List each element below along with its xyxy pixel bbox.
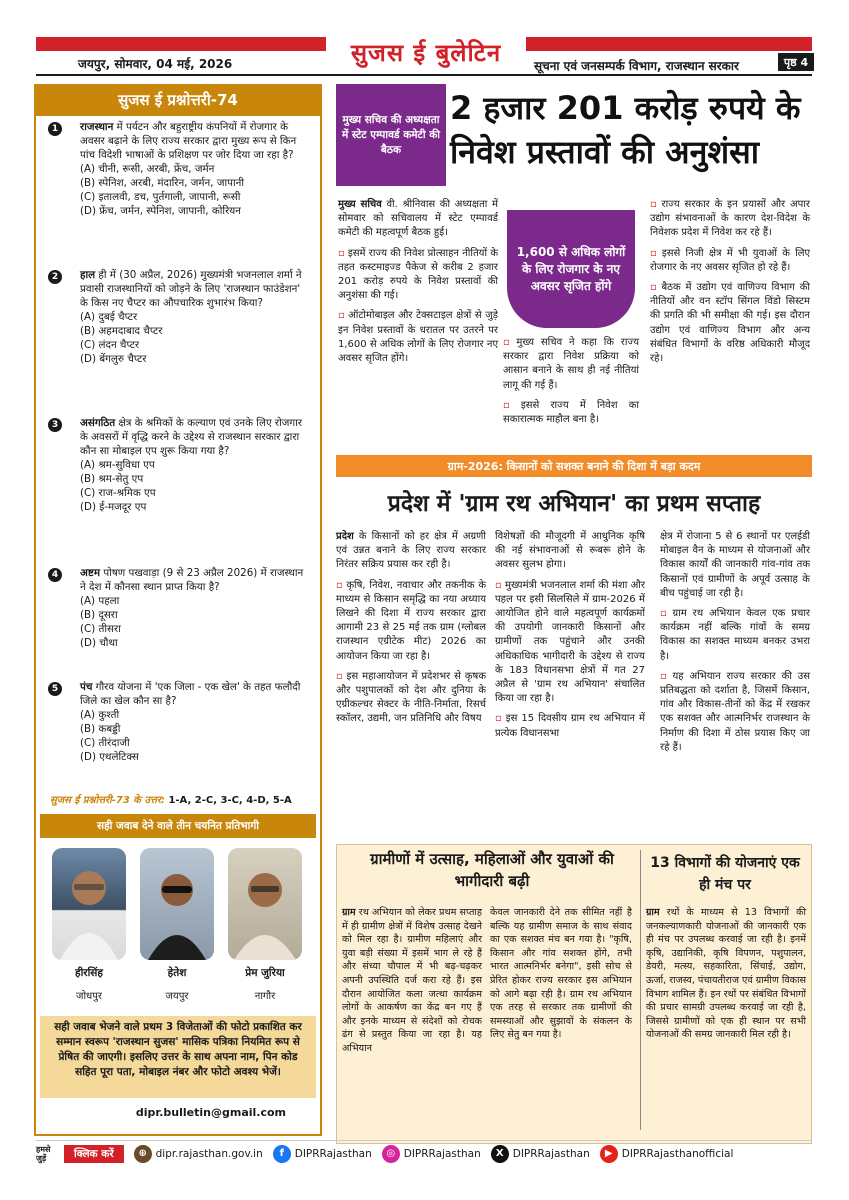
question-option: (C) इतालवी, डच, पुर्तगाली, जापानी, रूसी [80,191,241,203]
x-icon: X [491,1145,509,1163]
page-number: पृष्ठ 4 [778,53,814,71]
prize-note: सही जवाब भेजने वाले प्रथम 3 विजेताओं की फोटो प्रकाशित कर सम्मान स्वरूप 'राजस्थान सुजस' मासिक पत्रिका नियमित रूप से प्रेषित की जाएगी। इसलिए उत्तर के साथ अपना नाम, पिन कोड सहित पूरा पता, मोबाइल नंबर और फोटो अवश्य भेजें। [40,1016,316,1098]
story1-callout: 1,600 से अधिक लोगों के लिए रोजगार के नए अवसर सृजित होंगे [507,210,635,328]
header-rule [36,74,812,76]
question-option: (A) श्रम-सुविधा एप [80,459,155,471]
footer-join: हमसे जुड़ें [36,1144,51,1163]
question-option: (B) अहमदाबाद चैप्टर [80,325,163,337]
footer-link-web[interactable]: ⊕ dipr.rajasthan.gov.in [134,1145,263,1163]
question-option: (C) तीसरा [80,623,121,635]
story1-headline: 2 हजार 201 करोड़ रुपये के निवेश प्रस्तावों की अनुशंसा [450,89,801,171]
winner-photo-1 [52,848,126,960]
question-option: (C) राज-श्रमिक एप [80,487,156,499]
question-text: असंगठित क्षेत्र के श्रमिकों के कल्याण एवं उनके लिए रोजगार के अवसरों में वृद्धि करने के उद्देश्य से राजस्थान सरकार द्वारा कौन सा मोबाइल एप शुरू किया गया है? (A) श्रम-सुविधा एप (B) श्रम-सेतु एप (C) राज-श्रमिक एप (D) ई-मजदूर एप [80,416,308,514]
question-option: (A) कुश्ती [80,709,120,721]
question-text: हाल ही में (30 अप्रैल, 2026) मुख्यमंत्री भजनलाल शर्मा ने प्रवासी राजस्थानियों को जोड़ने के लिए 'राजस्थान फाउंडेशन' के किस नए चैप्टर का औपचारिक शुभारंभ किया? (A) दुबई चैप्टर (B) अहमदाबाद चैप्टर (C) लंदन चैप्टर (D) बेंगलुरु चैप्टर [80,268,308,366]
story1-col2: ▫ मुख्य सचिव ने कहा कि राज्य सरकार द्वारा निवेश प्रक्रिया को आसान बनाने के साथ ही नई नीतियां लागू की गई हैं। ▫ इससे राज्य में निवेश का सकारात्मक माहौल बना है। [503,337,639,426]
winner-city-2: जयपुर [165,991,189,1002]
question-option: (B) दूसरा [80,609,118,621]
winner-name-3: प्रेम जुरिया [245,967,285,979]
story3-divider [640,850,641,1130]
story3a-col1: ग्राम रथ अभियान को लेकर प्रथम सप्ताह में ही ग्रामीण क्षेत्रों में विशेष उत्साह देखने को मिल रहा है। ग्रामीण महिलाएं और युवा बड़ी संख्या में इसमें भाग ले रहे हैं और संध्या चौपाल में भी बढ़-चढ़कर अपनी उपस्थिति दर्ज करा रहे हैं। इस दौरान आयोजित कला जत्था कार्यक्रम लोगों के आकर्षण का केंद्र बन गए हैं और इनके माध्यम से संदेशों को रोचक ढंग से प्रस्तुत किया जा रहा है। यह अभियान [342,907,482,1054]
footer-click[interactable]: क्लिक करें [64,1145,124,1163]
story3a-col2: केवल जानकारी देने तक सीमित नहीं है बल्कि यह ग्रामीण समाज के साथ संवाद का एक सशक्त मंच बन गया है। "कृषि, किसान और गांव सशक्त होंगे, तभी भारत आत्मनिर्भर बनेगा", इसी सोच से प्रेरित होकर राज्य सरकार इस अभियान को आगे बढ़ा रही है। ग्राम रथ अभियान एक तरह से सरकार तक ग्रामीणों की समस्याओं और सुझावों के संकलन के लिए सेतु बन गया है। [490,907,632,1041]
story3b-col: ग्राम रथों के माध्यम से 13 विभागों की जनकल्याणकारी योजनाओं की जानकारी एक ही मंच पर उपलब्ध करवाई जा रही है। इनमें कृषि, उद्यानिकी, कृषि विपणन, पशुपालन, डेयरी, मत्स्य, सहकारिता, सिंचाई, उद्योग, ऊर्जा, राजस्व, पंचायतीराज एवं ग्रामीण विकास विभाग शामिल हैं। इन रथों पर संबंधित विभागों की प्रचार सामग्री उपलब्ध करवाई जा रही है, जिससे ग्रामीणों को एक ही स्थान पर सभी योजनाओं की समग्र जानकारी मिल रही है। [646,907,806,1041]
facebook-icon: f [273,1145,291,1163]
story1-col1: मुख्य सचिव वी. श्रीनिवास की अध्यक्षता में सोमवार को सचिवालय में स्टेट एम्पावर्ड कमेटी की महत्वपूर्ण बैठक हुई। ▫ इसमें राज्य की निवेश प्रोत्साहन नीतियों के तहत कस्टमाइज्ड पैकेज से करीब 2 हजार 201 करोड़ रुपये के निवेश प्रस्तावों की अनुशंसा की गई। ▫ ऑटोमोबाइल और टेक्सटाइल क्षेत्रों से जुड़े इन निवेश प्रस्तावों के धरातल पर उतरने पर 1,600 से अधिक लोगों के लिए रोजगार नए अवसर सृजित होंगे। [338,199,499,365]
winners-title: सही जवाब देने वाले तीन चयनित प्रतिभागी [40,814,316,838]
question-number: 1 [48,122,62,136]
question-number: 5 [48,682,62,696]
winner-name-1: हीरसिंह [75,967,103,979]
footer-link-youtube[interactable]: ▶ DIPRRajasthanofficial [600,1145,734,1163]
question-option: (D) ई-मजदूर एप [80,501,147,513]
question-option: (A) चीनी, रूसी, अरबी, फ्रेंच, जर्मन [80,163,215,175]
quiz-title: सुजस ई प्रश्नोत्तरी-74 [34,84,322,116]
story3a-headline: ग्रामीणों में उत्साह, महिलाओं और युवाओं की भागीदारी बढ़ी [370,850,614,890]
story2-kicker: ग्राम-2026: किसानों को सशक्त बनाने की दिशा में बड़ा कदम [336,455,812,477]
question-number: 2 [48,270,62,284]
question-option: (A) दुबई चैप्टर [80,311,138,323]
question-option: (D) एथलेटिक्स [80,751,139,763]
winner-photo-3 [228,848,302,960]
question-option: (C) तीरंदाजी [80,737,130,749]
question-number: 4 [48,568,62,582]
previous-answers: सुजस ई प्रश्नोत्तरी-73 के उत्तर: 1-A, 2-C, 3-C, 4-D, 5-A [50,795,292,806]
story3b-headline: 13 विभागों की योजनाएं एक ही मंच पर [650,855,800,893]
footer-link-x[interactable]: X DIPRRajasthan [491,1145,590,1163]
question-option: (D) फ्रेंच, जर्मन, स्पेनिश, जापानी, कोरियन [80,205,241,217]
answers-value: 1-A, 2-C, 3-C, 4-D, 5-A [168,795,292,806]
web-icon: ⊕ [134,1145,152,1163]
issue-date: जयपुर, सोमवार, 04 मई, 2026 [78,57,233,71]
story2-col3: क्षेत्र में रोजाना 5 से 6 स्थानों पर एलईडी मोबाइल वैन के माध्यम से योजनाओं और विकास कार्यों की जानकारी गांव-गांव तक किसानों एवं ग्रामीणों के अपूर्व उत्साह के बीच पहुंचाई जा रही है। ▫ ग्राम रथ अभियान केवल एक प्रचार कार्यक्रम नहीं बल्कि गांवों के समग्र विकास का सशक्त माध्यम बनकर उभरा है। ▫ यह अभियान राज्य सरकार की उस प्रतिबद्धता को दर्शाता है, जिसमें किसान, गांव और विकास-तीनों को केंद्र में रखकर एक सशक्त और आत्मनिर्भर राजस्थान के निर्माण की दिशा में ठोस प्रयास किए जा रहे हैं। [660,531,811,753]
question-option: (B) कबड्डी [80,723,121,735]
question-text: पंच गौरव योजना में 'एक जिला - एक खेल' के तहत फलौदी जिले का खेल कौन सा है? (A) कुश्ती (B) कबड्डी (C) तीरंदाजी (D) एथलेटिक्स [80,680,308,764]
question-option: (A) पहला [80,595,120,607]
footer-link-facebook[interactable]: f DIPRRajasthan [273,1145,372,1163]
question-number: 3 [48,418,62,432]
story2-col2: विशेषज्ञों की मौजूदगी में आधुनिक कृषि की नई संभावनाओं से रूबरू होने के अवसर सुलभ होगा। ▫ मुख्यमंत्री भजनलाल शर्मा की मंशा और पहल पर इसी सिलसिले में ग्राम-2026 में आयोजित होने वाले महत्वपूर्ण कार्यक्रमों की उपयोगी जानकारी किसानों और ग्रामीणों तक पहुंचाने और उनकी अधिकाधिक भागीदारी के उद्देश्य से राज्य के 183 विधानसभा क्षेत्रों में गत 27 अप्रैल से 'ग्राम रथ अभियान' संचालित किया जा रहा है। ▫ इस 15 दिवसीय ग्राम रथ अभियान में प्रत्येक विधानसभा [495,531,646,739]
contact-email[interactable]: dipr.bulletin@gmail.com [135,1106,286,1119]
question-option: (D) चौथा [80,637,118,649]
story1-tag: मुख्य सचिव की अध्यक्षता में स्टेट एम्पावर्ड कमेटी की बैठक [336,84,446,186]
story2-headline: प्रदेश में 'ग्राम रथ अभियान' का प्रथम सप्ताह [387,491,761,517]
question-option: (C) लंदन चैप्टर [80,339,140,351]
winner-city-1: जोधपुर [76,991,102,1002]
story2-col1: प्रदेश के किसानों को हर क्षेत्र में अग्रणी एवं उन्नत बनाने के लिए राज्य सरकार निरंतर सक्रिय प्रयास कर रही है। ▫ कृषि, निवेश, नवाचार और तकनीक के माध्यम से किसान समृद्धि का नया अध्याय लिखने की दिशा में राज्य सरकार द्वारा आगामी 23 से 25 मई तक ग्राम (ग्लोबल राजस्थान एग्रीटेक मीट) 2026 का आयोजन किया जा रहा है। ▫ इस महाआयोजन में प्रदेशभर से कृषक और पशुपालकों को देश और दुनिया के एग्रीकल्चर सेक्टर के नीति-निर्माता, रिसर्च स्कॉलर, उद्यमी, जन प्रतिनिधि और विषय [336,531,486,725]
story1-col3: ▫ राज्य सरकार के इन प्रयासों और अपार उद्योग संभावनाओं के कारण देश-विदेश के निवेशक प्रदेश में निवेश कर रहे हैं। ▫ इससे निजी क्षेत्र में भी युवाओं के लिए रोजगार के नए अवसर सृजित हो रहे हैं। ▫ बैठक में उद्योग एवं वाणिज्य विभाग की नीतियों और वन स्टॉप सिंगल विंडो सिस्टम की प्रगति की भी समीक्षा की गई। इस दौरान उद्योग एवं वाणिज्य विभाग और अन्य संबंधित विभागों के वरिष्ठ अधिकारी मौजूद रहे। [650,199,811,365]
youtube-icon: ▶ [600,1145,618,1163]
winner-city-3: नागौर [254,991,276,1002]
question-option: (B) स्पेनिश, अरबी, मंदारिन, जर्मन, जापानी [80,177,245,189]
winner-name-2: हेतेश [167,967,187,979]
footer-bar [36,1140,812,1166]
question-text: राजस्थान में पर्यटन और बहुराष्ट्रीय कंपनियों में रोजगार के अवसर बढ़ाने के लिए राज्य सरकार द्वारा मुख्य रूप से किन पांच विदेशी भाषाओं के प्रशिक्षण पर जोर दिया जा रहा है? (A) चीनी, रूसी, अरबी, फ्रेंच, जर्मन (B) स्पेनिश, अरबी, मंदारिन, जर्मन, जापानी (C) इतालवी, डच, पुर्तगाली, जापानी, रूसी (D) फ्रेंच, जर्मन, स्पेनिश, जापानी, कोरियन [80,120,308,218]
question-option: (D) बेंगलुरु चैप्टर [80,353,147,365]
masthead-logo: सुजस ई बुलेटिन [326,32,526,72]
question-option: (B) श्रम-सेतु एप [80,473,144,485]
question-text: अष्टम पोषण पखवाड़ा (9 से 23 अप्रैल 2026) में राजस्थान ने देश में कौनसा स्थान प्राप्त किया है? (A) पहला (B) दूसरा (C) तीसरा (D) चौथा [80,566,308,650]
winner-photo-2 [140,848,214,960]
instagram-icon: ◎ [382,1145,400,1163]
department-name: सूचना एवं जनसम्पर्क विभाग, राजस्थान सरकार [534,59,739,73]
footer-link-instagram[interactable]: ◎ DIPRRajasthan [382,1145,481,1163]
